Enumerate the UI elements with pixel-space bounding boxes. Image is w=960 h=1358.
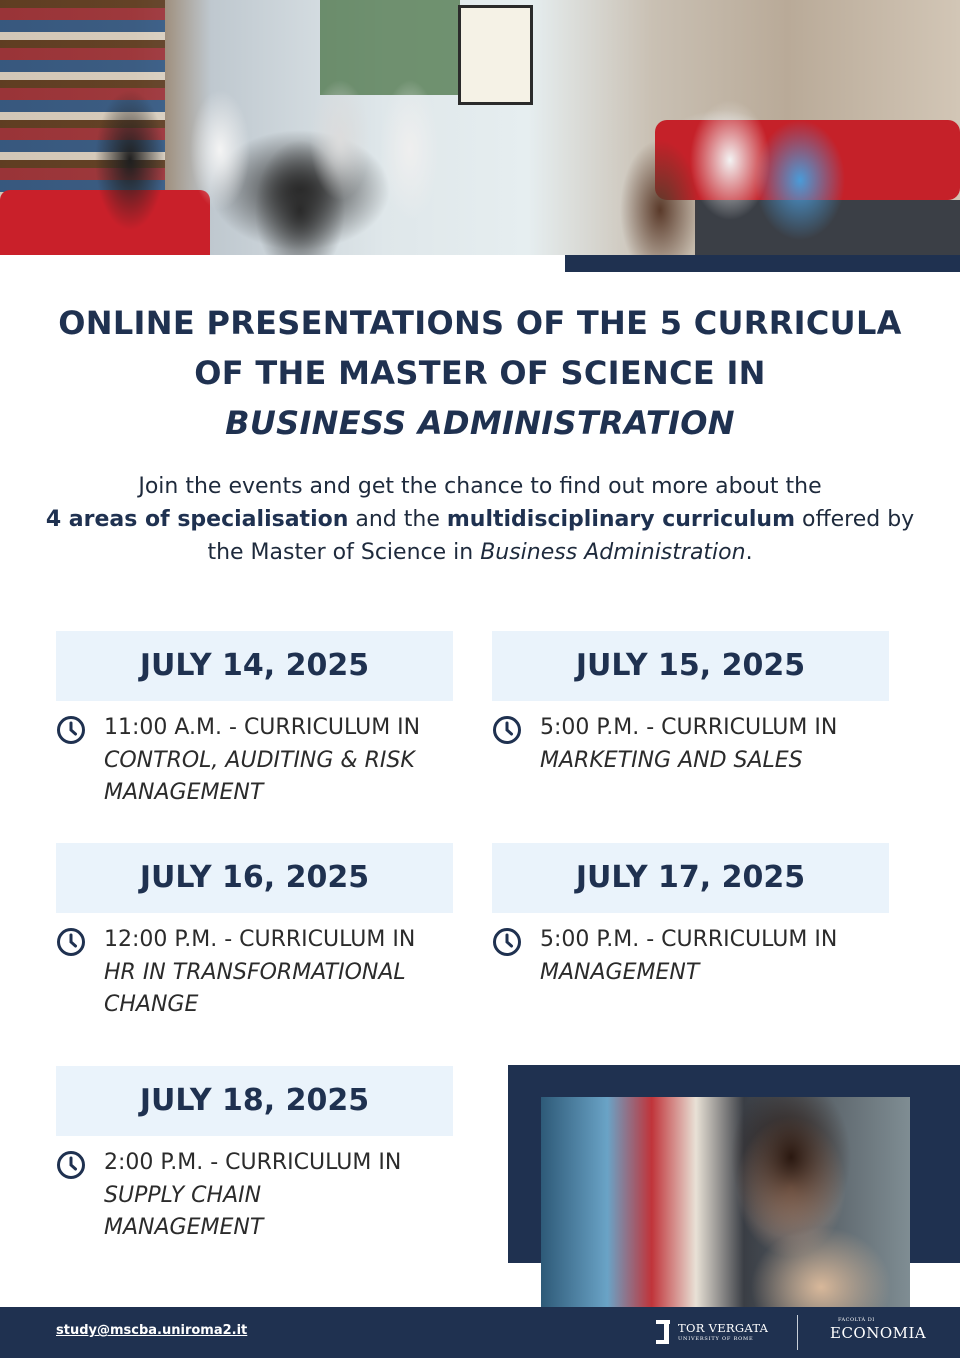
hero-photo: [0, 0, 960, 255]
event-date: JULY 15, 2025: [492, 631, 889, 701]
clock-icon: [492, 715, 522, 745]
intro-text: [0, 470, 960, 569]
economia-logo: [830, 1317, 926, 1342]
event-time: 5:00 P.M. - CURRICULUM IN: [540, 927, 838, 952]
title-line: OF THE MASTER OF SCIENCE IN: [194, 354, 766, 392]
intro-fragment: .: [745, 540, 753, 565]
title-line-program: BUSINESS ADMINISTRATION: [225, 404, 735, 442]
university-logo-mark: [654, 1318, 672, 1346]
footer: [0, 1307, 960, 1358]
contact-email-link[interactable]: study@mscba.uniroma2.it: [56, 1323, 248, 1338]
event-item: [56, 924, 456, 1022]
event-date: JULY 16, 2025: [56, 843, 453, 913]
title-line: ONLINE PRESENTATIONS OF THE 5 CURRICULA: [58, 304, 902, 342]
intro-line: [0, 503, 960, 536]
student-library-photo: [541, 1097, 910, 1307]
intro-fragment: and the: [348, 507, 447, 532]
event-curriculum: MANAGEMENT: [540, 959, 700, 985]
logo-name: ECONOMIA: [830, 1324, 927, 1342]
event-curriculum: MANAGEMENT: [104, 780, 264, 805]
intro-program: Business Administration: [480, 540, 746, 565]
event-item: [492, 712, 892, 777]
event-time: 2:00 P.M. - CURRICULUM IN: [104, 1150, 402, 1175]
accent-strip: [565, 255, 960, 272]
clock-icon: [56, 927, 86, 957]
event-curriculum: MARKETING AND SALES: [540, 747, 803, 773]
event-time: 5:00 P.M. - CURRICULUM IN: [540, 715, 838, 740]
event-curriculum: CONTROL, AUDITING & RISK: [104, 747, 415, 773]
event-date: JULY 14, 2025: [56, 631, 453, 701]
event-item: [56, 1147, 456, 1245]
intro-fragment: the Master of Science in: [207, 540, 481, 565]
tor-vergata-logo: [654, 1318, 769, 1348]
event-curriculum: HR IN TRANSFORMATIONAL: [104, 959, 406, 985]
event-time: 12:00 P.M. - CURRICULUM IN: [104, 927, 416, 952]
students-group: [600, 80, 860, 255]
clock-icon: [56, 715, 86, 745]
event-curriculum: MANAGEMENT: [104, 1215, 264, 1240]
logo-subtitle: UNIVERSITY OF ROME: [678, 1336, 754, 1342]
clock-icon: [492, 927, 522, 957]
event-date: JULY 18, 2025: [56, 1066, 453, 1136]
event-curriculum: CHANGE: [104, 992, 199, 1017]
logo-prefix: FACOLTÀ DI: [838, 1317, 875, 1323]
intro-line: Join the events and get the chance to find out more about the: [138, 474, 822, 499]
logo-name: TOR VERGATA: [678, 1321, 769, 1335]
event-date: JULY 17, 2025: [492, 843, 889, 913]
event-curriculum: SUPPLY CHAIN: [104, 1182, 262, 1208]
students-group: [90, 60, 590, 255]
intro-line: [0, 536, 960, 569]
intro-highlight: multidisciplinary curriculum: [446, 507, 795, 532]
event-time: 11:00 A.M. - CURRICULUM IN: [104, 715, 421, 740]
page-title: [0, 298, 960, 448]
event-item: [492, 924, 892, 989]
clock-icon: [56, 1150, 86, 1180]
intro-highlight: 4 areas of specialisation: [45, 507, 349, 532]
event-item: [56, 712, 456, 810]
intro-fragment: offered by: [795, 507, 915, 532]
footer-divider: [797, 1315, 798, 1350]
